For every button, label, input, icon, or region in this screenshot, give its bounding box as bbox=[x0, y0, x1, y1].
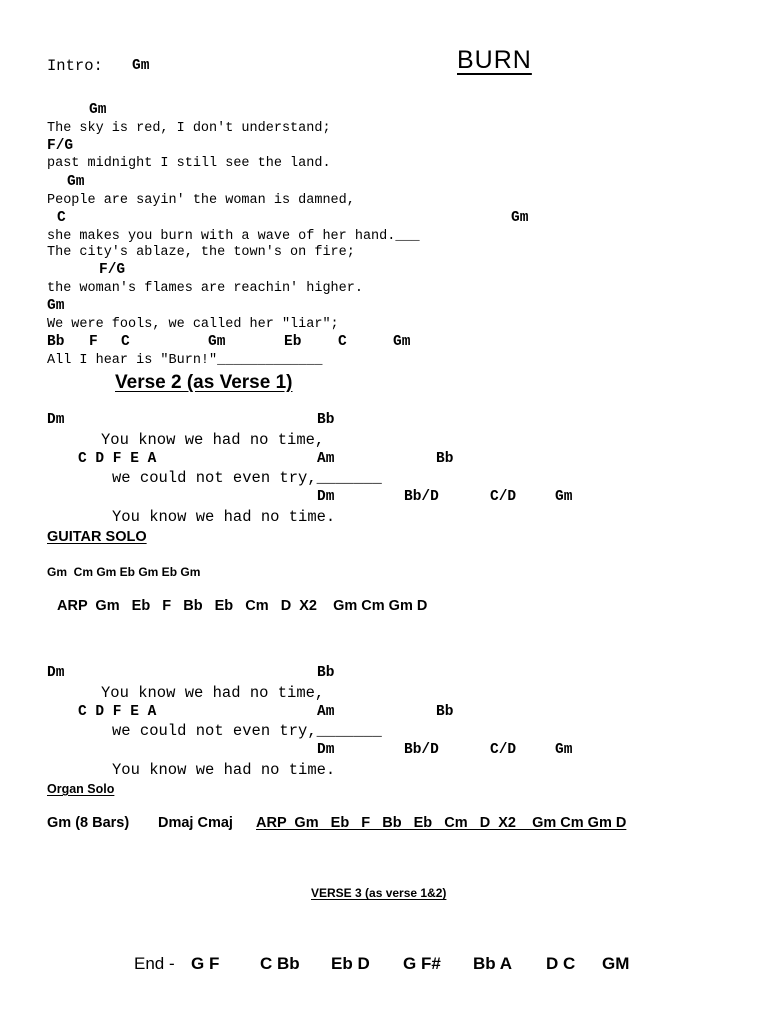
chorus2-line-3: You know we had no time. bbox=[112, 761, 336, 779]
chorus1-chord-2b: Am bbox=[317, 451, 335, 467]
guitar-solo-line-1: Gm Cm Gm Eb Gm Eb Gm bbox=[47, 565, 201, 579]
organ-solo-part-2: Dmaj Cmaj bbox=[158, 815, 233, 831]
chorus1-chord-2a: C D F E A bbox=[78, 451, 157, 467]
chorus2-line-1: You know we had no time, bbox=[101, 684, 325, 702]
verse1-chord-8: Bb bbox=[47, 334, 65, 350]
chorus1-chord-1a: Dm bbox=[47, 412, 65, 428]
ending-chord: D C bbox=[546, 954, 576, 973]
verse2-heading: Verse 2 (as Verse 1) bbox=[115, 372, 293, 393]
verse1-line-8: All I hear is "Burn!"_____________ bbox=[47, 353, 323, 368]
chorus1-chord-2c: Bb bbox=[436, 451, 454, 467]
verse1-chord-2: F/G bbox=[47, 138, 74, 154]
song-title: BURN bbox=[457, 46, 532, 74]
verse1-chord-8: C bbox=[121, 334, 130, 350]
chorus2-line-2: we could not even try,_______ bbox=[112, 722, 382, 740]
guitar-solo-line-2: ARP Gm Eb F Bb Eb Cm D X2 Gm Cm Gm D bbox=[57, 598, 428, 614]
chorus1-chord-3: Gm bbox=[555, 489, 573, 505]
ending-chord: C Bb bbox=[260, 954, 300, 973]
verse1-chord-7: Gm bbox=[47, 298, 65, 314]
verse1-line-2: past midnight I still see the land. bbox=[47, 156, 331, 171]
chorus2-chord-2b: Am bbox=[317, 704, 335, 720]
verse1-chord-1: Gm bbox=[89, 102, 107, 118]
verse1-chord-8: Eb bbox=[284, 334, 302, 350]
ending-chord: Eb D bbox=[331, 954, 370, 973]
chorus1-chord-1b: Bb bbox=[317, 412, 335, 428]
chorus2-chord-3: Dm bbox=[317, 742, 335, 758]
chorus1-chord-3: Dm bbox=[317, 489, 335, 505]
intro-chord: Gm bbox=[132, 58, 150, 74]
verse1-line-4: she makes you burn with a wave of her hand.___ bbox=[47, 229, 420, 244]
chorus2-chord-3: Bb/D bbox=[404, 742, 439, 758]
chorus2-chord-3: C/D bbox=[490, 742, 517, 758]
chorus1-line-3: You know we had no time. bbox=[112, 508, 336, 526]
verse1-chord-8: F bbox=[89, 334, 98, 350]
guitar-solo-heading: GUITAR SOLO bbox=[47, 529, 147, 545]
verse1-line-7: We were fools, we called her "liar"; bbox=[47, 317, 339, 332]
chorus2-chord-2a: C D F E A bbox=[78, 704, 157, 720]
ending-chord: G F# bbox=[403, 954, 441, 973]
chorus1-line-1: You know we had no time, bbox=[101, 431, 325, 449]
verse1-chord-4a: C bbox=[57, 210, 66, 226]
verse1-chord-4b: Gm bbox=[511, 210, 529, 226]
verse1-chord-8: Gm bbox=[208, 334, 226, 350]
chorus2-chord-1b: Bb bbox=[317, 665, 335, 681]
verse1-chord-6: F/G bbox=[99, 262, 126, 278]
organ-solo-heading: Organ Solo bbox=[47, 782, 115, 796]
verse3-heading: VERSE 3 (as verse 1&2) bbox=[311, 886, 447, 900]
chorus1-chord-3: C/D bbox=[490, 489, 517, 505]
verse1-line-3: People are sayin' the woman is damned, bbox=[47, 193, 355, 208]
verse1-line-6: the woman's flames are reachin' higher. bbox=[47, 281, 363, 296]
ending-chord: G F bbox=[191, 954, 220, 973]
organ-solo-part-3: ARP Gm Eb F Bb Eb Cm D X2 Gm Cm Gm D bbox=[256, 815, 627, 831]
ending-label: End - bbox=[134, 954, 175, 973]
verse1-chord-8: C bbox=[338, 334, 347, 350]
ending-chord: GM bbox=[602, 954, 630, 973]
intro-label: Intro: bbox=[47, 57, 103, 75]
verse1-chord-8: Gm bbox=[393, 334, 411, 350]
ending-chord: Bb A bbox=[473, 954, 513, 973]
chorus2-chord-1a: Dm bbox=[47, 665, 65, 681]
verse1-line-5: The city's ablaze, the town's on fire; bbox=[47, 245, 355, 260]
organ-solo-part-1: Gm (8 Bars) bbox=[47, 815, 130, 831]
chorus2-chord-3: Gm bbox=[555, 742, 573, 758]
chorus2-chord-2c: Bb bbox=[436, 704, 454, 720]
verse1-chord-3: Gm bbox=[67, 174, 85, 190]
chorus1-line-2: we could not even try,_______ bbox=[112, 469, 382, 487]
verse1-line-1: The sky is red, I don't understand; bbox=[47, 121, 331, 136]
chorus1-chord-3: Bb/D bbox=[404, 489, 439, 505]
